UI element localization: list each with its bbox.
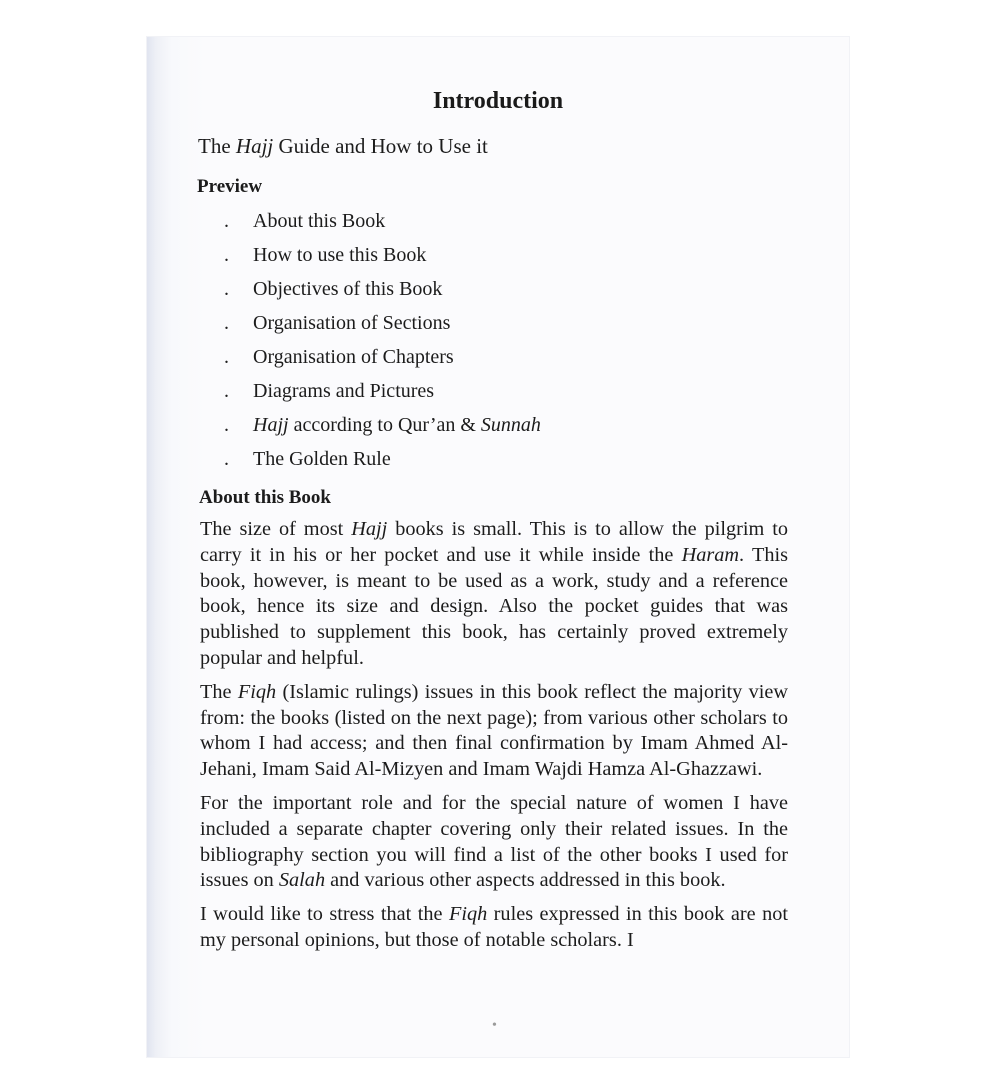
text-run: The size of most: [200, 518, 352, 540]
bullet-marker: .: [224, 210, 229, 232]
preview-item-label: [253, 276, 442, 310]
text-run: The Golden Rule: [253, 448, 391, 470]
page-smudge: •: [492, 1018, 497, 1033]
text-run: For the important role and for the special nature of women I have included a separate chapter covering only their related issues. In the bibliography section you will find a list of the other books I used for issues on: [200, 791, 788, 892]
italic-term: Fiqh: [237, 680, 277, 703]
bullet-marker: .: [224, 414, 229, 436]
bullet-marker: .: [224, 244, 229, 266]
text-run: I would like to stress that the: [200, 903, 449, 926]
book-page: [146, 36, 850, 1058]
page-subtitle: The Hajj Guide and How to Use it: [198, 134, 488, 158]
body-paragraph: [200, 791, 788, 894]
text-run: Organisation of Sections: [253, 312, 451, 334]
preview-list: [224, 208, 541, 480]
page-title: Introduction: [432, 88, 564, 114]
italic-term: Salah: [278, 869, 326, 892]
italic-term: Haram: [681, 543, 740, 566]
text-run: (Islamic rulings) issues in this book reflect the majority view from: the books (listed on the next page); from various other scholars to whom I had access; and then final confirmation by Imam Ahmed Al-Jehani, Imam Said Al-Mizyen and Imam Wajdi Hamza Al-Ghazzawi.: [200, 680, 788, 781]
italic-term: Hajj: [253, 414, 289, 436]
preview-item: [224, 378, 541, 412]
preview-item: [224, 446, 541, 480]
italic-term: Hajj: [351, 518, 388, 540]
preview-item-label: [253, 344, 454, 378]
italic-term: Fiqh: [448, 903, 488, 926]
text-run: Objectives of this Book: [253, 278, 443, 300]
text-run: Diagrams and Pictures: [253, 380, 435, 402]
text-run: rules expressed in this book are not my personal opinions, but those of notable scholars. I: [200, 903, 788, 951]
preview-heading: Preview: [197, 176, 263, 197]
preview-item: [224, 276, 541, 310]
about-body: [200, 517, 788, 962]
bullet-marker: .: [224, 346, 229, 368]
body-paragraph: [200, 902, 788, 954]
text-run: The: [200, 680, 238, 703]
bullet-marker: .: [224, 278, 229, 300]
preview-item: [224, 344, 541, 378]
preview-item-label: [253, 208, 385, 242]
bullet-marker: .: [224, 448, 229, 470]
bullet-marker: .: [224, 380, 229, 402]
text-run: Organisation of Chapters: [253, 346, 454, 368]
body-paragraph: [200, 517, 788, 672]
bullet-marker: .: [224, 312, 229, 334]
body-paragraph: [200, 680, 788, 783]
text-run: How to use this Book: [253, 244, 427, 266]
about-heading: About this Book: [199, 487, 331, 508]
preview-item-label: [253, 412, 541, 446]
text-run: according to Qur’an &: [288, 414, 481, 436]
preview-item: [224, 310, 541, 344]
preview-item-label: [253, 446, 391, 480]
preview-item-label: [253, 378, 434, 412]
preview-item-label: [253, 310, 450, 344]
text-run: and various other aspects addressed in this book.: [325, 869, 726, 892]
text-run: books is small. This is to allow the pilgrim to carry it in his or her pocket and use it while inside the: [200, 518, 789, 566]
preview-item: [224, 242, 541, 276]
preview-item-label: [253, 242, 426, 276]
text-run: About this Book: [253, 210, 386, 232]
italic-term: Sunnah: [480, 414, 541, 436]
text-run: . This book, however, is meant to be used as a work, study and a reference book, hence its size and design. Also the pocket guides that was published to supplement this book, has certainly proved extremely popular and helpful.: [200, 543, 788, 669]
preview-item: [224, 208, 541, 242]
preview-item: [224, 412, 541, 446]
